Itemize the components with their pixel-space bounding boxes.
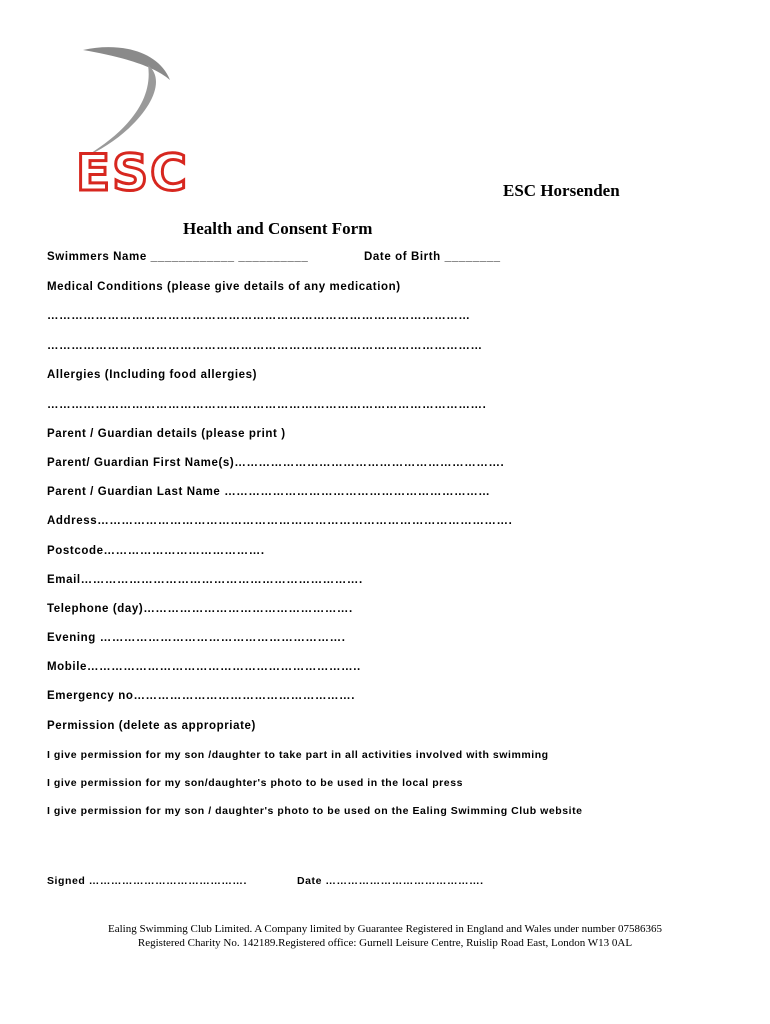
date-of-birth-field[interactable]: Date of Birth ________ xyxy=(364,251,501,263)
signed-field[interactable]: Signed ……………………………………. xyxy=(47,875,247,887)
emergency-number-field[interactable]: Emergency no………………………………………………. xyxy=(47,690,356,702)
email-field[interactable]: Email……………………………………………………………. xyxy=(47,574,363,586)
permission-local-press[interactable]: I give permission for my son/daughter's photo to be used in the local press xyxy=(47,777,463,789)
medical-conditions-label: Medical Conditions (please give details of any medication) xyxy=(47,281,401,293)
permission-activities[interactable]: I give permission for my son /daughter to take part in all activities involved with swimming xyxy=(47,749,549,761)
club-name: ESC Horsenden xyxy=(503,181,620,200)
medical-line-2[interactable]: ……………………………………………………………………………………………… xyxy=(47,340,483,352)
date-field[interactable]: Date ……………………………………. xyxy=(297,875,484,887)
allergies-line[interactable]: ………………………………………………………………………………………………. xyxy=(47,399,487,411)
mobile-field[interactable]: Mobile………………………………………………………….. xyxy=(47,661,361,673)
guardian-last-name-field[interactable]: Parent / Guardian Last Name ………………………………………………………… xyxy=(47,486,491,498)
telephone-day-field[interactable]: Telephone (day)……………………………………………. xyxy=(47,603,353,615)
footer-charity-line: Registered Charity No. 142189.Registered office: Gurnell Leisure Centre, Ruislip Road East, London W13 0AL xyxy=(137,937,633,949)
form-title: Health and Consent Form xyxy=(183,219,373,238)
footer-company-line: Ealing Swimming Club Limited. A Company limited by Guarantee Registered in England and Wales under number 07586365 xyxy=(107,923,663,935)
permission-club-website[interactable]: I give permission for my son / daughter's photo to be used on the Ealing Swimming Club website xyxy=(47,805,583,817)
logo-swoosh-top xyxy=(83,47,170,80)
swimmers-name-field[interactable]: Swimmers Name ____________ __________ xyxy=(47,251,309,263)
guardian-first-name-field[interactable]: Parent/ Guardian First Name(s)…………………………………………………………. xyxy=(47,457,505,469)
address-field[interactable]: Address…………………………………………………………………………………………. xyxy=(47,515,513,527)
esc-logo xyxy=(58,40,228,200)
allergies-label: Allergies (Including food allergies) xyxy=(47,369,258,381)
permission-heading: Permission (delete as appropriate) xyxy=(47,720,256,732)
evening-phone-field[interactable]: Evening ……………………………………………………. xyxy=(47,632,346,644)
postcode-field[interactable]: Postcode…………………………………. xyxy=(47,545,265,557)
logo-text: ESC xyxy=(76,144,189,200)
guardian-heading: Parent / Guardian details (please print ) xyxy=(47,428,286,440)
medical-line-1[interactable]: …………………………………………………………………………………………… xyxy=(47,310,471,322)
